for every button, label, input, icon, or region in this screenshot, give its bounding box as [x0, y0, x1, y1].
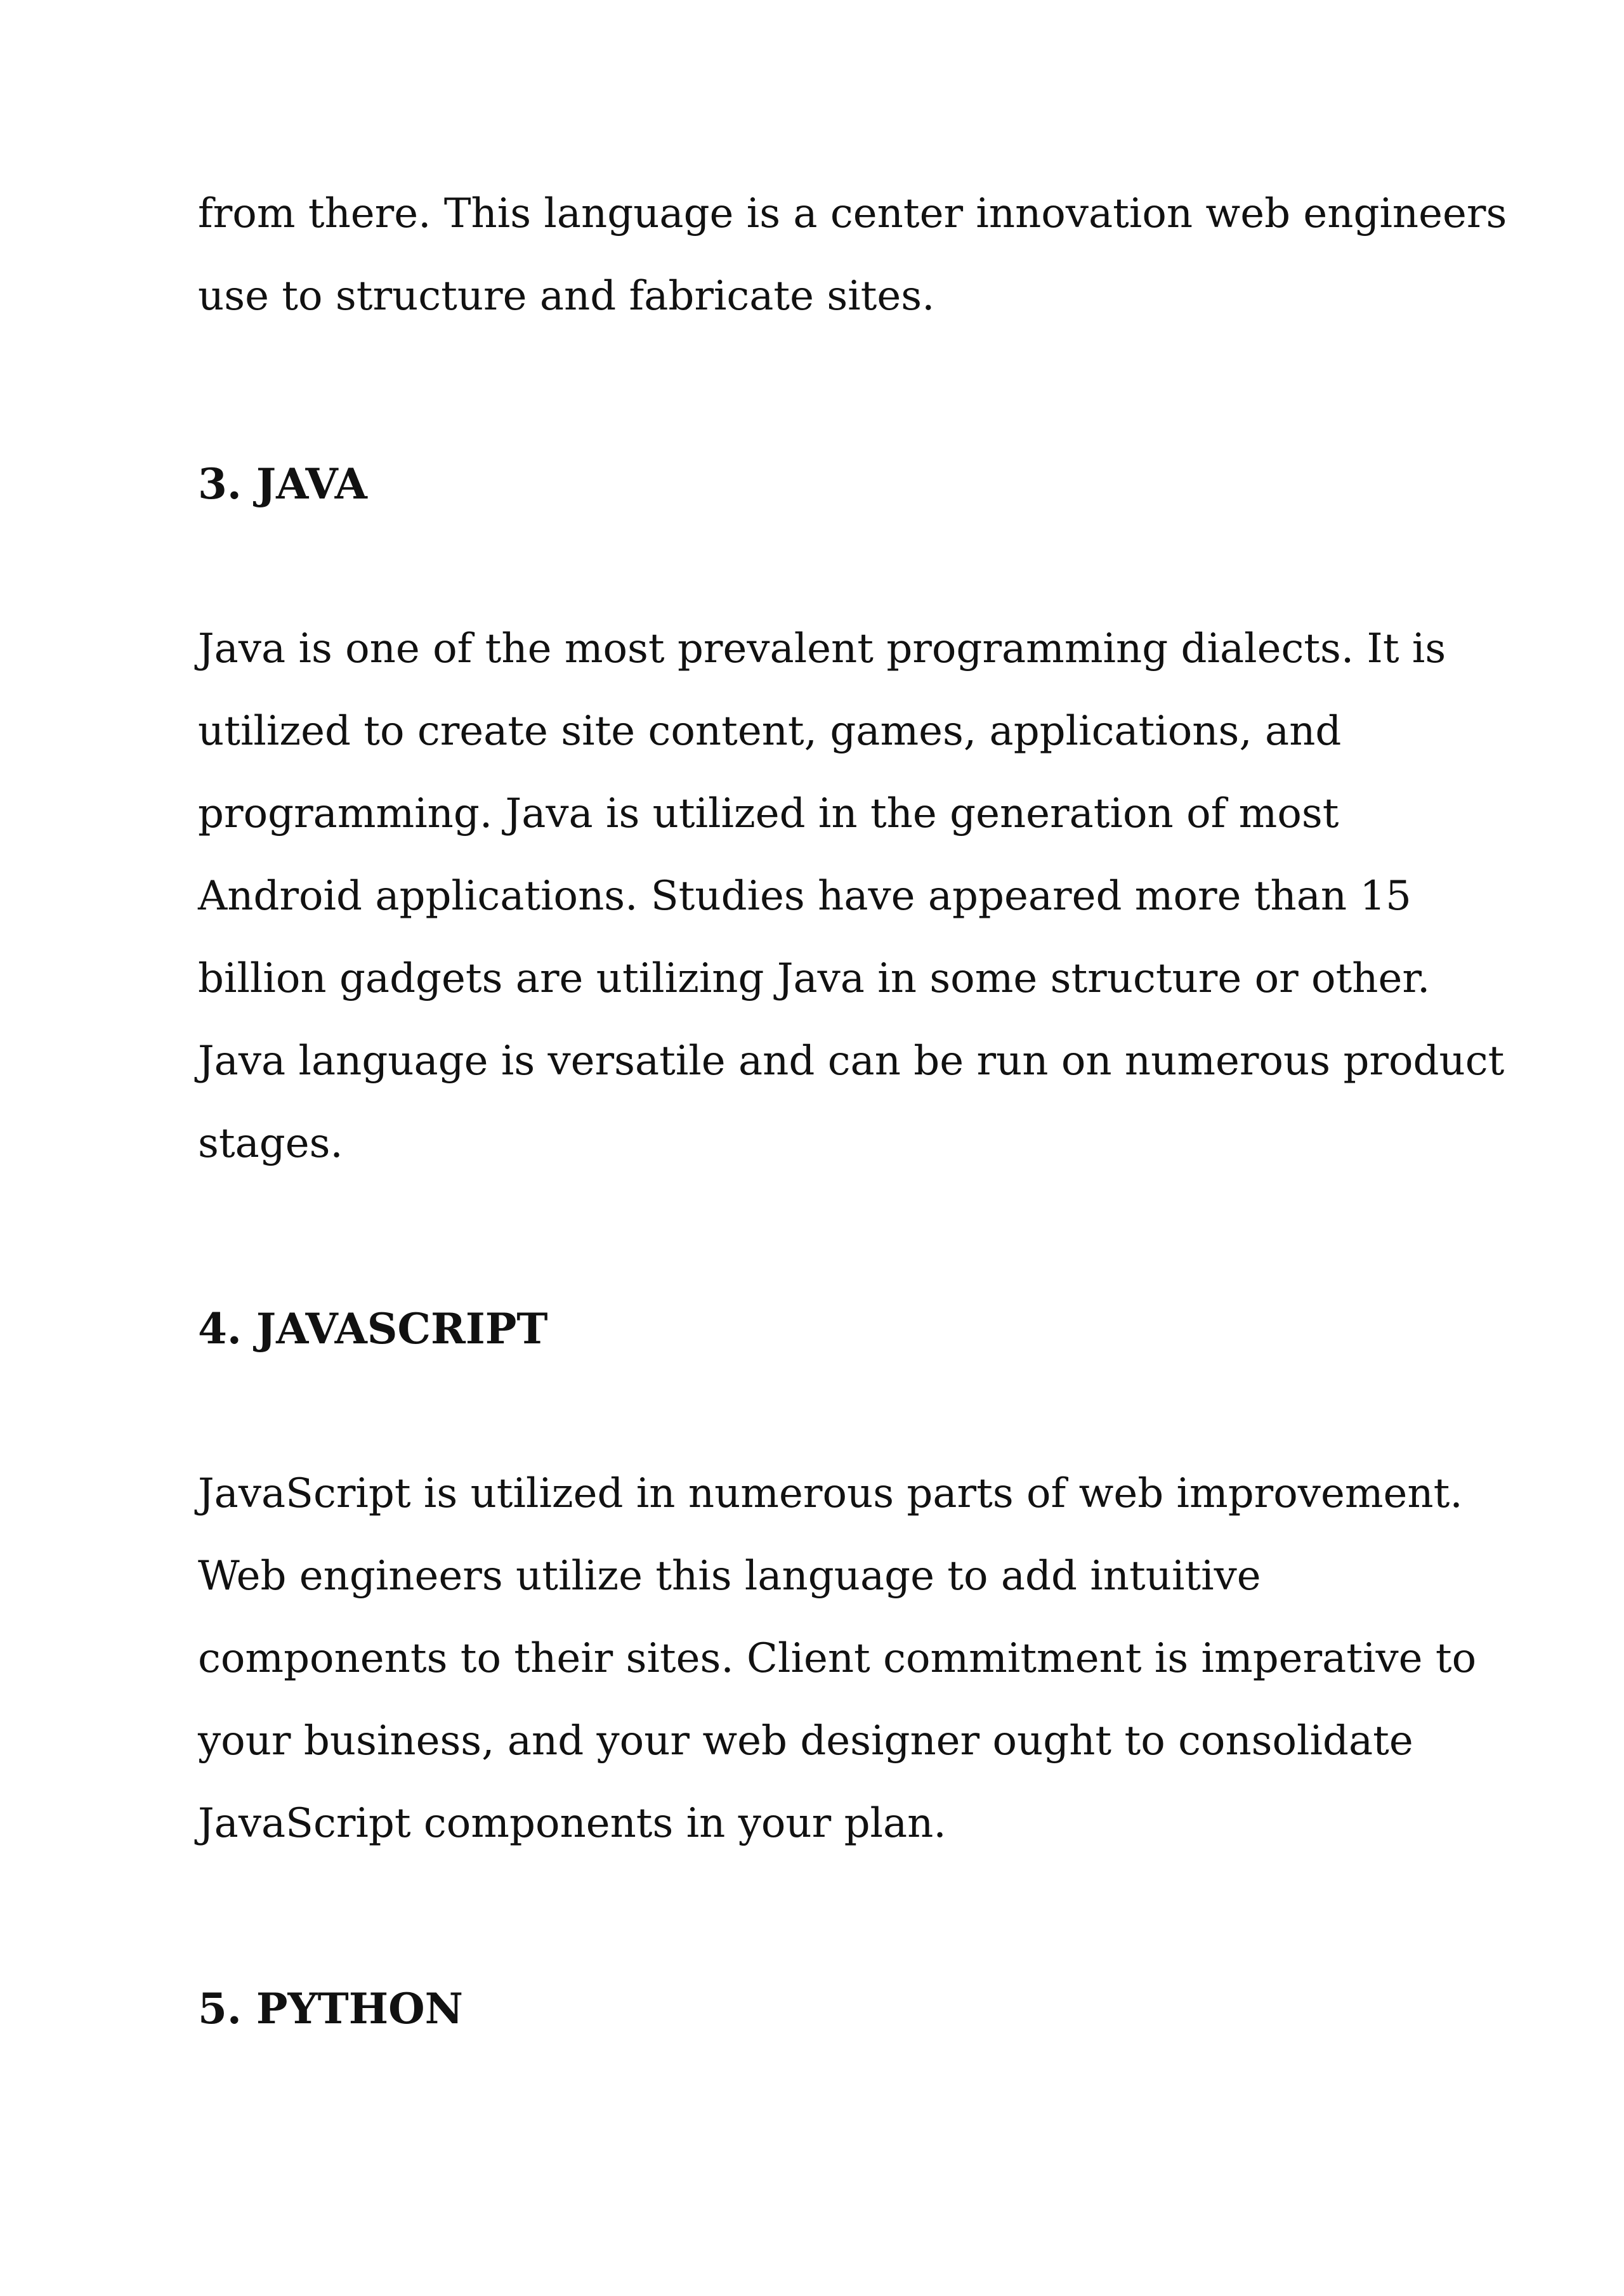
text-line: JavaScript is utilized in numerous parts of web improvement.: [198, 1470, 1463, 1517]
text-line: programming. Java is utilized in the generation of most: [198, 790, 1339, 837]
text-line: billion gadgets are utilizing Java in some structure or other.: [198, 955, 1431, 1002]
paragraph-javascript: [198, 1452, 1476, 1865]
heading-javascript: 4. JAVASCRIPT: [198, 1304, 548, 1353]
text-line: Android applications. Studies have appeared more than 15: [198, 873, 1411, 920]
text-line: Java is one of the most prevalent programming dialects. It is: [198, 625, 1446, 672]
text-line: your business, and your web designer ought to consolidate: [198, 1718, 1413, 1764]
text-line: use to structure and fabricate sites.: [198, 273, 935, 320]
text-line: utilized to create site content, games, applications, and: [198, 708, 1342, 755]
text-line: Java language is versatile and can be run on numerous product: [198, 1038, 1505, 1085]
text-line: JavaScript components in your plan.: [198, 1800, 946, 1847]
heading-python: 5. PYTHON: [198, 1984, 463, 2033]
text-line: from there. This language is a center innovation web engineers: [198, 190, 1507, 237]
paragraph-java: [198, 608, 1504, 1185]
text-line: Web engineers utilize this language to add intuitive: [198, 1553, 1261, 1600]
paragraph-html-continuation: [198, 173, 1507, 337]
heading-java: 3. JAVA: [198, 459, 367, 509]
text-line: components to their sites. Client commitment is imperative to: [198, 1635, 1477, 1682]
text-line: stages.: [198, 1120, 343, 1167]
